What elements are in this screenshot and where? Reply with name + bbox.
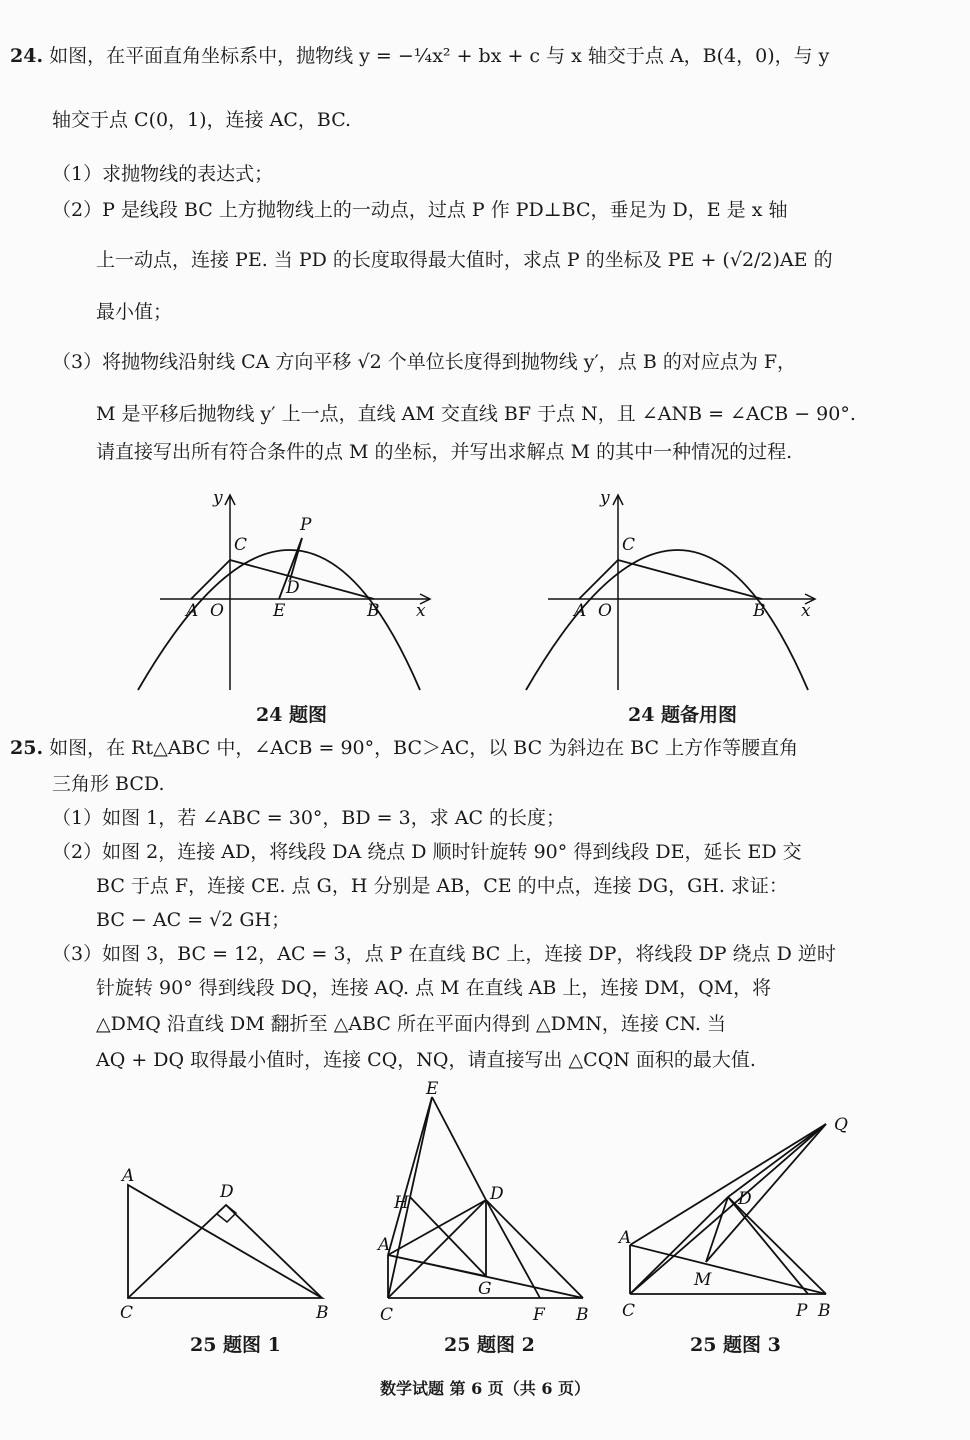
- q25-number: 25.: [10, 737, 44, 759]
- f2-label-G: G: [478, 1279, 492, 1299]
- q25-stem-line2: 三角形 BCD.: [52, 773, 165, 795]
- f3-label-M: M: [694, 1270, 712, 1290]
- q25-fig2: [376, 1079, 589, 1325]
- label-C-backup: C: [622, 535, 636, 555]
- label-D: D: [286, 578, 300, 598]
- label-y: y: [213, 488, 223, 508]
- f3-label-C: C: [622, 1301, 636, 1321]
- q24-stem-line1-text: 如图，在平面直角坐标系中，抛物线 y = −¼x² + bx + c 与 x 轴交于点 A，B(4，0)，与 y: [49, 45, 830, 67]
- q24-fig2-caption: 24 题备用图: [628, 704, 738, 726]
- q24-part2-line3: 最小值；: [96, 301, 173, 323]
- q25-fig1-caption: 25 题图 1: [190, 1334, 281, 1356]
- label-B-backup: B: [753, 601, 766, 621]
- q25-fig1: [120, 1166, 329, 1323]
- segment-AQ-fig3: [630, 1124, 826, 1245]
- segment-MQ-fig3: [706, 1124, 826, 1262]
- f2-label-A: A: [378, 1235, 391, 1255]
- label-C: C: [234, 535, 248, 555]
- q24-part3-line2: M 是平移后抛物线 y′ 上一点，直线 AM 交直线 BF 于点 N，且 ∠ANB = ∠ACB − 90°.: [96, 403, 856, 425]
- q25-part3-line4: AQ + DQ 取得最小值时，连接 CQ，NQ，请直接写出 △CQN 面积的最大值.: [96, 1049, 756, 1071]
- segment-CD-fig2: [388, 1200, 486, 1298]
- q25-part1: （1）如图 1，若 ∠ABC = 30°，BD = 3，求 AC 的长度；: [52, 807, 566, 829]
- q25-part2-line1: （2）如图 2，连接 AD，将线段 DA 绕点 D 顺时针旋转 90° 得到线段 DE，延长 ED 交: [52, 841, 802, 863]
- segment-CQ-fig3: [630, 1124, 826, 1294]
- label-O: O: [210, 601, 224, 621]
- q25-part3-line3: △DMQ 沿直线 DM 翻折至 △ABC 所在平面内得到 △DMN，连接 CN. 当: [96, 1013, 726, 1035]
- label-x: x: [416, 601, 426, 621]
- label-P: P: [300, 515, 312, 535]
- f3-label-B: B: [818, 1301, 831, 1321]
- q24-part2-line1: （2）P 是线段 BC 上方抛物线上的一动点，过点 P 作 PD⊥BC，垂足为 D，E 是 x 轴: [52, 199, 788, 221]
- f2-label-B: B: [576, 1305, 589, 1325]
- f2-label-E: E: [426, 1079, 439, 1099]
- q25-stem-line1-text: 如图，在 Rt△ABC 中，∠ACB = 90°，BC＞AC，以 BC 为斜边在 BC 上方作等腰直角: [49, 737, 799, 759]
- q24-part2-line2: 上一动点，连接 PE. 当 PD 的长度取得最大值时，求点 P 的坐标及 PE + (√2/2)AE 的: [96, 249, 833, 271]
- f3-label-A: A: [619, 1228, 632, 1248]
- q24-fig1-caption: 24 题图: [256, 704, 328, 726]
- segment-DB-fig2: [486, 1200, 583, 1298]
- segment-AG-fig2: [388, 1255, 486, 1276]
- label-B: B: [367, 601, 380, 621]
- f3-label-D: D: [738, 1189, 752, 1209]
- triangle-BCD-fig1: [128, 1205, 322, 1298]
- segment-EA-fig2: [388, 1097, 432, 1255]
- page-footer: 数学试题 第 6 页（共 6 页）: [379, 1379, 591, 1398]
- segment-DQ-fig3: [728, 1124, 826, 1197]
- q24-part3-line3: 请直接写出所有符合条件的点 M 的坐标，并写出求解点 M 的其中一种情况的过程.: [96, 441, 793, 463]
- label-x-backup: x: [801, 601, 811, 621]
- q25-part2-line2: BC 于点 F，连接 CE. 点 G，H 分别是 AB，CE 的中点，连接 DG，GH. 求证：: [96, 875, 788, 897]
- q24-stem-line2: 轴交于点 C(0，1)，连接 AC，BC.: [52, 109, 352, 131]
- f2-label-H: H: [394, 1193, 409, 1213]
- q24-number: 24.: [10, 45, 44, 67]
- f1-label-B: B: [316, 1303, 329, 1323]
- q25-fig3: [617, 1115, 848, 1321]
- label-O-backup: O: [598, 601, 612, 621]
- f1-label-C: C: [120, 1303, 134, 1323]
- f1-label-A: A: [122, 1166, 135, 1186]
- f2-label-D: D: [490, 1184, 504, 1204]
- q25-fig3-caption: 25 题图 3: [690, 1334, 781, 1356]
- segment-CD-fig3: [630, 1197, 728, 1294]
- f2-label-F: F: [533, 1305, 545, 1325]
- q24-part3-line1: （3）将抛物线沿射线 CA 方向平移 √2 个单位长度得到抛物线 y′，点 B 的对应点为 F，: [52, 351, 797, 373]
- label-E: E: [273, 601, 286, 621]
- f3-label-P: P: [796, 1301, 808, 1321]
- f1-label-D: D: [220, 1182, 234, 1202]
- q25-part3-line1: （3）如图 3，BC = 12，AC = 3，点 P 在直线 BC 上，连接 DP，将线段 DP 绕点 D 逆时: [52, 943, 836, 965]
- right-angle-mark-fig1: [217, 1205, 236, 1222]
- q25-part2-line3: BC − AC = √2 GH；: [96, 909, 291, 931]
- segment-DB-fig3: [728, 1197, 826, 1294]
- label-y-backup: y: [600, 488, 610, 508]
- q25-fig2-caption: 25 题图 2: [444, 1334, 535, 1356]
- label-A: A: [186, 601, 199, 621]
- f2-label-C: C: [380, 1305, 394, 1325]
- q24-part1: （1）求抛物线的表达式；: [52, 163, 274, 185]
- f3-label-Q: Q: [834, 1115, 848, 1135]
- label-A-backup: A: [574, 601, 587, 621]
- segment-ED-fig2: [432, 1097, 486, 1200]
- q25-part3-line2: 针旋转 90° 得到线段 DQ，连接 AQ. 点 M 在直线 AB 上，连接 DM，QM，将: [96, 977, 772, 999]
